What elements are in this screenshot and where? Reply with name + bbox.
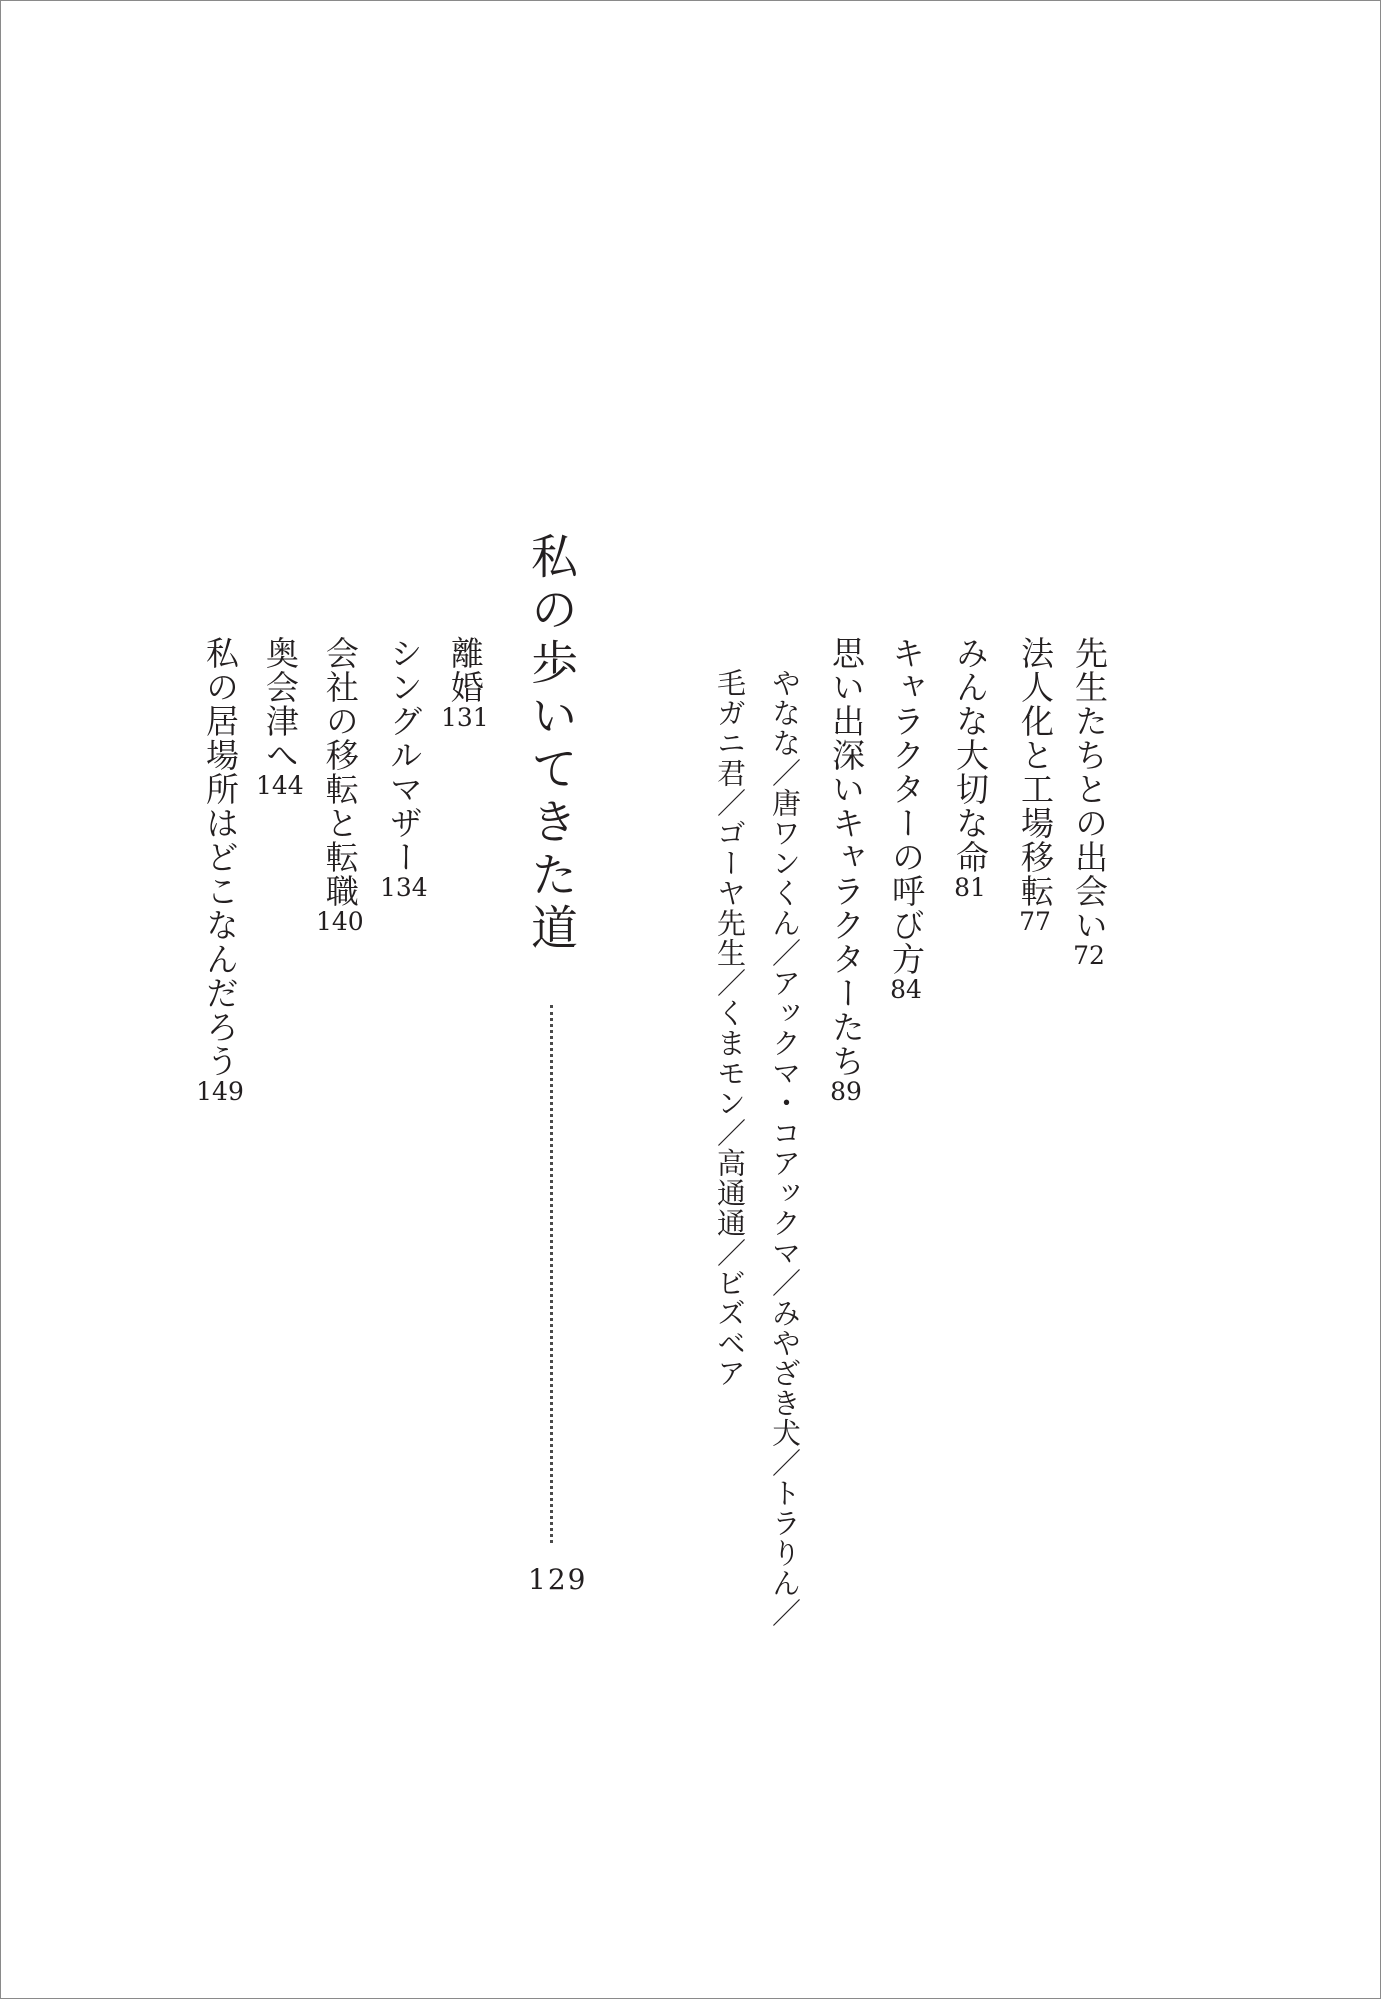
- toc-entry-6[interactable]: [441, 636, 489, 730]
- toc-entry-4[interactable]: [887, 636, 926, 1004]
- toc-entry-title: 法人化と工場移転: [1016, 636, 1055, 908]
- toc-entry-8[interactable]: [316, 636, 364, 934]
- toc-entry-title: 私の居場所はどこなんだろう: [201, 636, 240, 1078]
- toc-entry-page: 131: [441, 703, 489, 732]
- toc-entry-5[interactable]: [827, 636, 866, 1106]
- toc-entry-title: キャラクターの呼び方: [887, 636, 926, 976]
- toc-entry-title: 思い出深いキャラクターたち: [827, 636, 866, 1078]
- character-list-line-1: やなな／唐ワンくん／アックマ・コアックマ／みやざき犬／トラりん／: [768, 668, 802, 1628]
- dot-leader: [550, 1005, 553, 1543]
- toc-entry-page: 77: [1019, 907, 1051, 936]
- toc-entry-7[interactable]: [380, 636, 428, 900]
- toc-entry-3[interactable]: [950, 636, 990, 900]
- chapter-page-number: 129: [528, 1563, 588, 1596]
- toc-entry-title: シングルマザー: [384, 636, 424, 874]
- toc-entry-9[interactable]: [256, 636, 304, 798]
- toc-entry-1[interactable]: [1070, 636, 1109, 970]
- toc-entry-title: 離婚: [445, 636, 485, 704]
- toc-entry-page: 72: [1073, 941, 1105, 970]
- toc-entry-10[interactable]: [196, 636, 244, 1104]
- toc-entry-page: 89: [830, 1077, 862, 1106]
- chapter-title[interactable]: 私の歩いてきた道: [523, 532, 578, 956]
- toc-entry-title: みんな大切な命: [951, 636, 990, 874]
- toc-entry-page: 149: [196, 1077, 244, 1106]
- toc-entry-page: 134: [380, 873, 428, 902]
- toc-entry-page: 84: [890, 975, 922, 1004]
- toc-entry-page: 144: [256, 771, 304, 800]
- toc-entry-page: 140: [316, 907, 364, 936]
- toc-entry-2[interactable]: [1012, 636, 1058, 934]
- toc-entry-title: 先生たちとの出会い: [1070, 636, 1109, 942]
- toc-entry-title: 奥会津へ: [260, 636, 300, 772]
- character-list-line-2: 毛ガニ君／ゴーヤ先生／くまモン／高通通／ビズベア: [713, 668, 747, 1388]
- toc-entry-page: 81: [954, 873, 986, 902]
- toc-entry-title: 会社の移転と転職: [320, 636, 360, 908]
